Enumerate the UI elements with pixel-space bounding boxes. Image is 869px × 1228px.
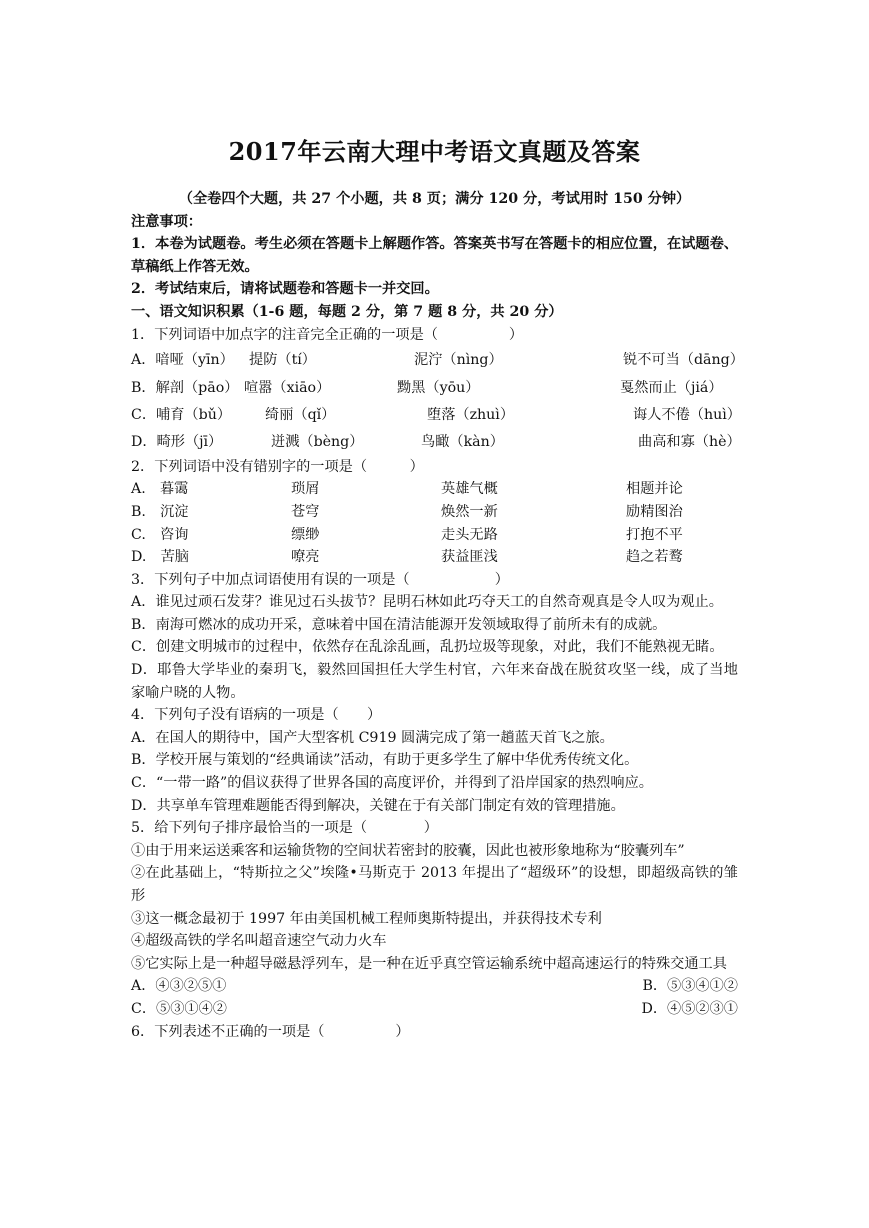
q1-option-c (131, 401, 741, 428)
q5-option-c: C．⑤③①④② (131, 1000, 227, 1017)
q1-a-4: 锐不可当（dāng） (623, 352, 744, 369)
q5-sentence-3: ③这一概念最初于 1997 年由美国机械工程师奥斯特提出，并获得技术专利 (131, 910, 602, 927)
q1-b-2: 喧嚣（xiāo） (244, 379, 331, 396)
document-body (131, 188, 744, 1043)
q2-b-3: 焕然一新 (441, 503, 498, 520)
q2-b-1: B. 沉淀 (131, 503, 189, 520)
page-title: 2017年云南大理中考语文真题及答案 (228, 137, 641, 166)
q5-option-a: A．④③②⑤① (131, 978, 227, 995)
q1-option-d (131, 428, 741, 455)
q4-option-b: B．学校开展与策划的“经典诵读”活动，有助于更多学生了解中华优秀传统文化。 (131, 752, 639, 769)
q3-stem: 3．下列句子中加点词语使用有误的一项是（ ） (131, 571, 509, 588)
q1-a-1: A．喑哑（yīn） (131, 352, 234, 369)
q1-c-1: C．哺育（bǔ） (131, 406, 232, 423)
q2-b-4: 励精图治 (626, 503, 683, 520)
q3-option-d: D．耶鲁大学毕业的秦玥飞，毅然回国担任大学生村官，六年来奋战在脱贫攻坚一线，成了当地家喻户晓的人物。 (131, 662, 738, 701)
q1-a-3: 泥泞（nìng） (414, 352, 503, 369)
q2-d-1: D. 苦脑 (131, 549, 189, 566)
q2-d-3: 获益匪浅 (441, 549, 498, 566)
q1-d-1: D．畸形（jī） (131, 434, 223, 451)
q3-option-c: C．创建文明城市的过程中，依然存在乱涂乱画，乱扔垃圾等现象，对此，我们不能熟视无睹。 (131, 639, 724, 656)
q1-b-3: 黝黑（yōu） (397, 379, 480, 396)
q1-option-a (131, 346, 744, 373)
notice-heading: 注意事项： (131, 213, 202, 230)
q5-stem: 5．给下列句子排序最恰当的一项是（ ） (131, 820, 438, 837)
q1-stem: 1．下列词语中加点字的注音完全正确的一项是（ ） (131, 326, 524, 343)
q6-stem: 6．下列表述不正确的一项是（ ） (131, 1023, 410, 1040)
q1-d-3: 鸟瞰（kàn） (421, 434, 504, 451)
q2-a-1: A. 暮霭 (131, 481, 189, 498)
q4-option-a: A．在国人的期待中，国产大型客机 C919 圆满完成了第一趟蓝天首飞之旅。 (131, 729, 614, 746)
q1-d-2: 迸溅（bèng） (271, 434, 364, 451)
q5-sentence-4: ④超级高铁的学名叫超音速空气动力火车 (131, 933, 387, 950)
q2-option-c (131, 524, 738, 547)
q2-option-d (131, 546, 738, 569)
q1-d-4: 曲高和寡（hè） (638, 434, 741, 451)
q1-c-2: 绮丽（qǐ） (265, 406, 336, 423)
q2-a-2: 琐屑 (291, 481, 320, 498)
q5-sentence-2: ②在此基础上，“特斯拉之父”埃隆•马斯克于 2013 年提出了“超级环”的设想，即超级高铁的雏形 (131, 865, 738, 904)
q4-option-c: C．“一带一路”的倡议获得了世界各国的高度评价，并得到了沿岸国家的热烈响应。 (131, 775, 653, 792)
q2-stem: 2．下列词语中没有错别字的一项是（ ） (131, 458, 424, 475)
notice-2: 2．考试结束后，请将试题卷和答题卡一并交回。 (131, 281, 439, 298)
notice-1: 1．本卷为试题卷。考生必须在答题卡上解题作答。答案英书写在答题卡的相应位置，在试题卷、草稿纸上作答无效。 (131, 236, 738, 275)
q2-b-2: 苍穹 (291, 503, 320, 520)
q3-option-a: A．谁见过顽石发芽？谁见过石头拔节？昆明石林如此巧夺天工的自然奇观真是令人叹为观止。 (131, 594, 723, 611)
q1-c-4: 诲人不倦（huì） (633, 406, 741, 423)
q1-a-2: 提防（tí） (249, 352, 316, 369)
q4-stem: 4．下列句子没有语病的一项是（ ） (131, 707, 382, 724)
q2-c-4: 打抱不平 (626, 526, 683, 543)
q5-sentence-1: ①由于用来运送乘客和运输货物的空间状若密封的胶囊，因此也被形象地称为“胶囊列车” (131, 842, 685, 859)
q2-option-a (131, 478, 738, 501)
q5-option-d: D．④⑤②③① (641, 1000, 738, 1017)
q2-c-1: C. 咨询 (131, 526, 189, 543)
q2-c-2: 缥缈 (291, 526, 320, 543)
q5-options-cd (131, 998, 738, 1021)
exam-info: （全卷四个大题，共 27 个小题，共 8 页；满分 120 分，考试用时 150 分钟） (178, 191, 691, 207)
q2-d-2: 嘹亮 (291, 549, 320, 566)
q2-d-4: 趋之若鹜 (626, 549, 683, 566)
q5-sentence-5: ⑤它实际上是一种超导磁悬浮列车，是一种在近乎真空管运输系统中超高速运行的特殊交通工具 (131, 955, 727, 972)
q2-option-b (131, 501, 738, 524)
q4-option-d: D．共享单车管理难题能否得到解决，关键在于有关部门制定有效的管理措施。 (131, 797, 625, 814)
q1-c-3: 堕落（zhuì） (427, 406, 515, 423)
q3-option-b: B．南海可燃冰的成功开采，意味着中国在清洁能源开发领域取得了前所未有的成就。 (131, 616, 667, 633)
q2-a-4: 相题并论 (626, 481, 683, 498)
q2-a-3: 英雄气概 (441, 481, 498, 498)
q5-option-b: B．⑤③④①② (642, 978, 738, 995)
q1-option-b (131, 374, 738, 401)
q1-b-1: B．解剖（pāo） (131, 379, 239, 396)
q2-c-3: 走头无路 (441, 526, 498, 543)
q1-b-4: 戛然而止（jiá） (620, 379, 723, 396)
section-1-heading: 一、语文知识积累（1-6 题，每题 2 分，第 7 题 8 分，共 20 分） (131, 303, 563, 320)
q5-options-ab (131, 975, 738, 998)
